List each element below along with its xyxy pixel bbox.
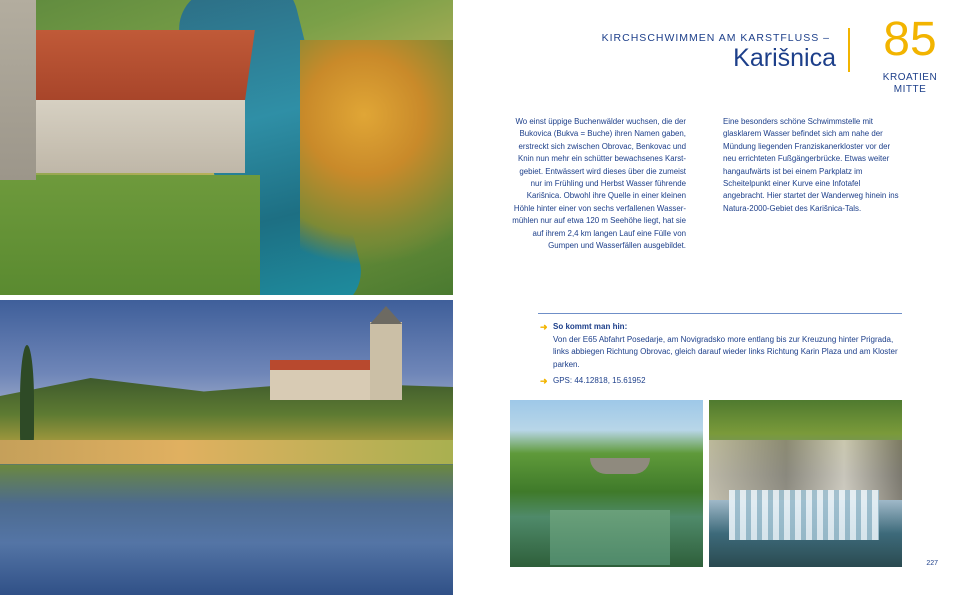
body-column-1 xyxy=(508,116,686,252)
shoreline-shape xyxy=(0,440,453,464)
info-gps xyxy=(540,375,910,388)
photo-church-reflection xyxy=(0,300,453,595)
photo-waterfall xyxy=(709,400,902,567)
region-label xyxy=(868,72,952,96)
monastery-roof-shape xyxy=(25,30,255,100)
body-paragraph-1: Wo einst üppige Buchenwälder wuchsen, die der Bukovica (Bukva = Buche) ihren Namen gaben, erstreckt sich zwischen Obrovac, Benkovac und Knin nun mehr ein schütter bewachsenes Karst-gebiet. Entwässert wird dieses über die zumeist nur im Frühling und Herbst Wasser führende Karišnica. Obwohl ihre Quelle in einer kleinen Höhle hinter einer von sechs verfallenen Wasser-mühlen nur auf etwa 120 m Seehöhe liegt, hat sie auf ihrem 2,4 km langen Lauf eine Fülle von Gumpen und Wasserfällen ausgebildet. xyxy=(512,117,686,251)
arrow-right-icon: ➜ xyxy=(540,322,548,332)
monastery-wall-shape xyxy=(30,95,245,173)
gps-coordinates: GPS: 44.12818, 15.61952 xyxy=(553,376,646,385)
steeple-roof-shape xyxy=(370,306,402,324)
stone-bridge-shape xyxy=(590,458,650,474)
header-divider xyxy=(848,28,850,72)
route-label: So kommt man hin: xyxy=(553,322,628,331)
meadow-shape xyxy=(0,175,260,295)
photo-stream-bridge xyxy=(510,400,703,567)
arrow-right-icon: ➜ xyxy=(540,376,548,386)
region-country: KROATIEN xyxy=(882,72,938,83)
entry-number: 85 xyxy=(883,13,937,66)
body-paragraph-2: Eine besonders schöne Schwimmstelle mit glasklarem Wasser befindet sich am nahe der Mündung liegenden Franziskanerkloster vor der neu errichteten Fußgängerbrücke. Etwas weiter hangaufwärts ist bei einem Parkplatz im Scheitelpunkt einer Kurve eine Infotafel angebracht. Hier startet der Wanderweg hinein ins Natura-2000-Gebiet des Karišnica-Tals. xyxy=(723,117,899,213)
chapter-title: Karišnica xyxy=(733,44,836,72)
chapter-kicker: KIRCHSCHWIMMEN AM KARSTFLUSS – xyxy=(601,32,830,44)
body-column-2 xyxy=(723,116,901,215)
steeple-shape xyxy=(370,322,402,400)
region-area: MITTE xyxy=(893,84,927,95)
cascade-shape xyxy=(729,490,879,540)
cypress-tree-shape xyxy=(20,345,34,455)
info-divider xyxy=(538,313,902,314)
water-reflection-shape xyxy=(0,465,453,595)
autumn-trees-shape xyxy=(300,40,453,290)
page-number: 227 xyxy=(926,560,938,567)
stream-water-shape xyxy=(550,510,670,565)
info-route xyxy=(540,321,910,371)
church-shape xyxy=(270,360,380,400)
photo-aerial-monastery-river xyxy=(0,0,453,295)
route-text: Von der E65 Abfahrt Posedarje, am Novigradsko more entlang bis zur Kreuzung hinter Prigrada, links abbiegen Richtung Obrovac, gleich darauf wieder links Richtung Karin Plaza und am Kloster parken. xyxy=(553,334,898,369)
bell-tower-shape xyxy=(0,0,36,180)
